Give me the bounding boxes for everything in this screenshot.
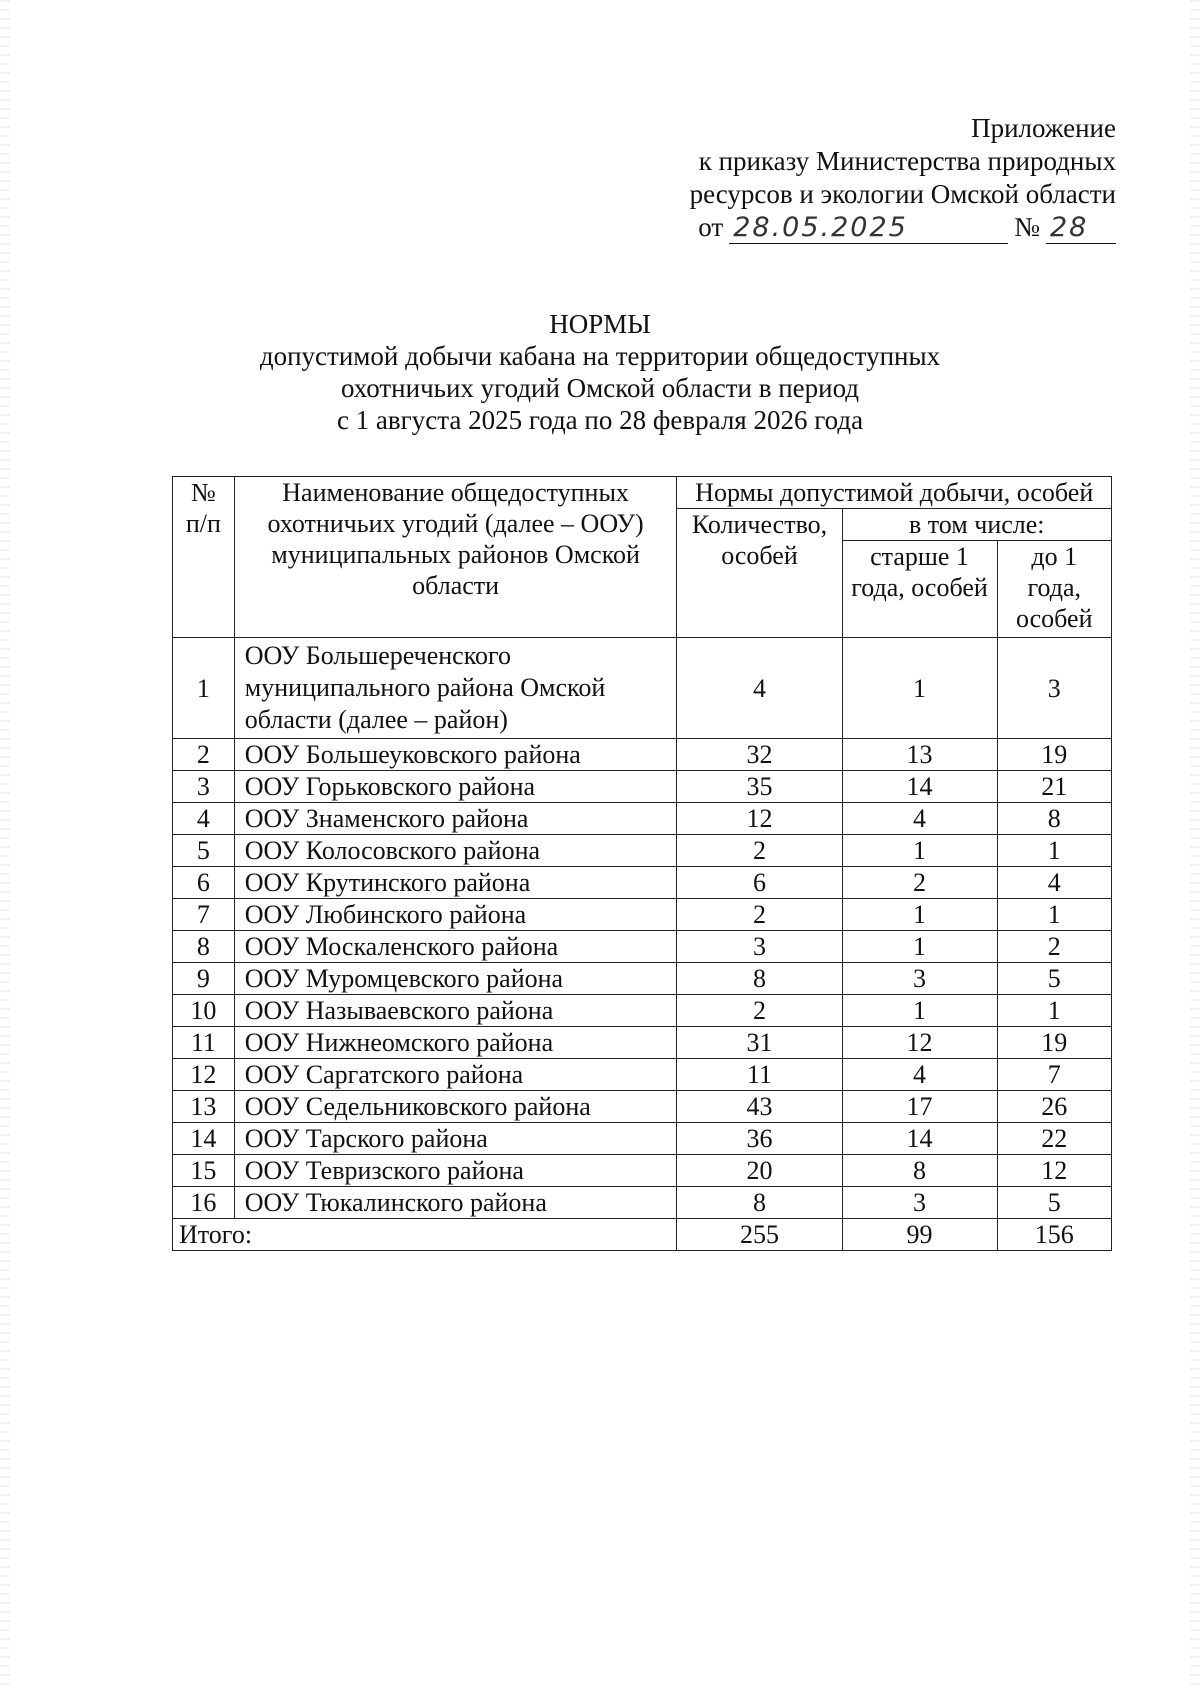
title-line-2: охотничьих угодий Омской области в период	[340, 373, 860, 403]
row-number: 3	[173, 771, 235, 803]
row-older: 3	[842, 1187, 997, 1219]
total-younger: 156	[997, 1219, 1111, 1251]
header-num: № п/п	[173, 477, 235, 638]
row-quantity: 43	[677, 1091, 842, 1123]
row-quantity: 32	[677, 739, 842, 771]
row-older: 14	[842, 1123, 997, 1155]
table-row	[173, 995, 1112, 1027]
row-quantity: 8	[677, 963, 842, 995]
row-name: ООУ Знаменского района	[234, 803, 677, 835]
table-row	[173, 1091, 1112, 1123]
row-number: 2	[173, 739, 235, 771]
row-younger: 1	[997, 899, 1111, 931]
row-quantity: 4	[677, 638, 842, 739]
header-including: в том числе:	[842, 509, 1111, 541]
appendix-line-2: к приказу Министерства природных	[698, 146, 1116, 176]
row-older: 8	[842, 1155, 997, 1187]
table-row	[173, 1155, 1112, 1187]
row-number: 1	[173, 638, 235, 739]
header-quantity: Количество, особей	[677, 509, 842, 638]
row-number: 8	[173, 931, 235, 963]
scan-edge-right	[1190, 0, 1200, 1686]
table-row	[173, 931, 1112, 963]
scan-edge-left	[0, 0, 10, 1686]
row-older: 17	[842, 1091, 997, 1123]
row-name: ООУ Седельниковского района	[234, 1091, 677, 1123]
document-title-block	[0, 308, 1200, 436]
table-row	[173, 835, 1112, 867]
from-label: от	[698, 212, 724, 242]
title-line-3: с 1 августа 2025 года по 28 февраля 2026 года	[336, 405, 864, 435]
appendix-line-1: Приложение	[971, 113, 1116, 143]
row-name: ООУ Нижнеомского района	[234, 1027, 677, 1059]
header-younger: до 1 года, особей	[997, 541, 1111, 638]
row-older: 3	[842, 963, 997, 995]
row-older: 12	[842, 1027, 997, 1059]
row-younger: 7	[997, 1059, 1111, 1091]
appendix-line-3: ресурсов и экологии Омской области	[689, 179, 1116, 209]
row-older: 1	[842, 638, 997, 739]
row-younger: 3	[997, 638, 1111, 739]
row-number: 11	[173, 1027, 235, 1059]
table-row	[173, 867, 1112, 899]
row-younger: 8	[997, 803, 1111, 835]
row-quantity: 12	[677, 803, 842, 835]
row-younger: 1	[997, 835, 1111, 867]
table-row	[173, 963, 1112, 995]
handwritten-date: 28.05.2025	[729, 213, 1008, 244]
row-quantity: 2	[677, 995, 842, 1027]
row-younger: 22	[997, 1123, 1111, 1155]
row-older: 2	[842, 867, 997, 899]
row-younger: 26	[997, 1091, 1111, 1123]
order-date-number-line	[556, 211, 1116, 244]
row-number: 6	[173, 867, 235, 899]
row-number: 16	[173, 1187, 235, 1219]
row-number: 9	[173, 963, 235, 995]
table-row	[173, 1059, 1112, 1091]
header-older: старше 1 года, особей	[842, 541, 997, 638]
row-quantity: 8	[677, 1187, 842, 1219]
row-name: ООУ Москаленского района	[234, 931, 677, 963]
table-row	[173, 803, 1112, 835]
table-row	[173, 739, 1112, 771]
row-younger: 19	[997, 739, 1111, 771]
total-label: Итого:	[173, 1219, 677, 1251]
row-number: 7	[173, 899, 235, 931]
appendix-header	[556, 112, 1116, 244]
row-name: ООУ Любинского района	[234, 899, 677, 931]
document-title: НОРМЫ	[549, 309, 651, 339]
handwritten-number: 28	[1046, 213, 1116, 244]
row-younger: 4	[997, 867, 1111, 899]
row-number: 10	[173, 995, 235, 1027]
table-row	[173, 899, 1112, 931]
header-norms: Нормы допустимой добычи, особей	[677, 477, 1112, 509]
number-label: №	[1014, 212, 1040, 242]
row-name: ООУ Большеуковского района	[234, 739, 677, 771]
header-name: Наименование общедоступных охотничьих угодий (далее – ООУ) муниципальных районов Омской области	[234, 477, 677, 638]
row-name: ООУ Тевризского района	[234, 1155, 677, 1187]
row-older: 4	[842, 1059, 997, 1091]
row-older: 13	[842, 739, 997, 771]
row-quantity: 6	[677, 867, 842, 899]
row-younger: 21	[997, 771, 1111, 803]
row-number: 15	[173, 1155, 235, 1187]
row-younger: 5	[997, 963, 1111, 995]
table-row	[173, 1187, 1112, 1219]
row-quantity: 31	[677, 1027, 842, 1059]
row-name: ООУ Тарского района	[234, 1123, 677, 1155]
row-name: ООУ Крутинского района	[234, 867, 677, 899]
table-row	[173, 638, 1112, 739]
row-name: ООУ Саргатского района	[234, 1059, 677, 1091]
row-younger: 12	[997, 1155, 1111, 1187]
row-quantity: 11	[677, 1059, 842, 1091]
row-older: 4	[842, 803, 997, 835]
row-name: ООУ Муромцевского района	[234, 963, 677, 995]
row-quantity: 2	[677, 899, 842, 931]
row-name: ООУ Большереченского муниципального района Омской области (далее – район)	[234, 638, 677, 739]
row-older: 1	[842, 835, 997, 867]
row-quantity: 36	[677, 1123, 842, 1155]
title-line-1: допустимой добычи кабана на территории общедоступных	[259, 341, 941, 371]
row-name: ООУ Колосовского района	[234, 835, 677, 867]
row-older: 1	[842, 899, 997, 931]
row-quantity: 35	[677, 771, 842, 803]
table-row	[173, 1027, 1112, 1059]
row-older: 1	[842, 995, 997, 1027]
row-younger: 5	[997, 1187, 1111, 1219]
row-older: 1	[842, 931, 997, 963]
row-name: ООУ Тюкалинского района	[234, 1187, 677, 1219]
row-number: 12	[173, 1059, 235, 1091]
row-younger: 19	[997, 1027, 1111, 1059]
total-quantity: 255	[677, 1219, 842, 1251]
row-younger: 2	[997, 931, 1111, 963]
table-row	[173, 1123, 1112, 1155]
norms-table	[172, 476, 1112, 1251]
row-quantity: 20	[677, 1155, 842, 1187]
row-number: 14	[173, 1123, 235, 1155]
row-name: ООУ Горьковского района	[234, 771, 677, 803]
table-row	[173, 771, 1112, 803]
row-name: ООУ Называевского района	[234, 995, 677, 1027]
row-quantity: 2	[677, 835, 842, 867]
total-older: 99	[842, 1219, 997, 1251]
row-number: 5	[173, 835, 235, 867]
row-quantity: 3	[677, 931, 842, 963]
row-younger: 1	[997, 995, 1111, 1027]
row-number: 13	[173, 1091, 235, 1123]
row-number: 4	[173, 803, 235, 835]
row-older: 14	[842, 771, 997, 803]
total-row	[173, 1219, 1112, 1251]
